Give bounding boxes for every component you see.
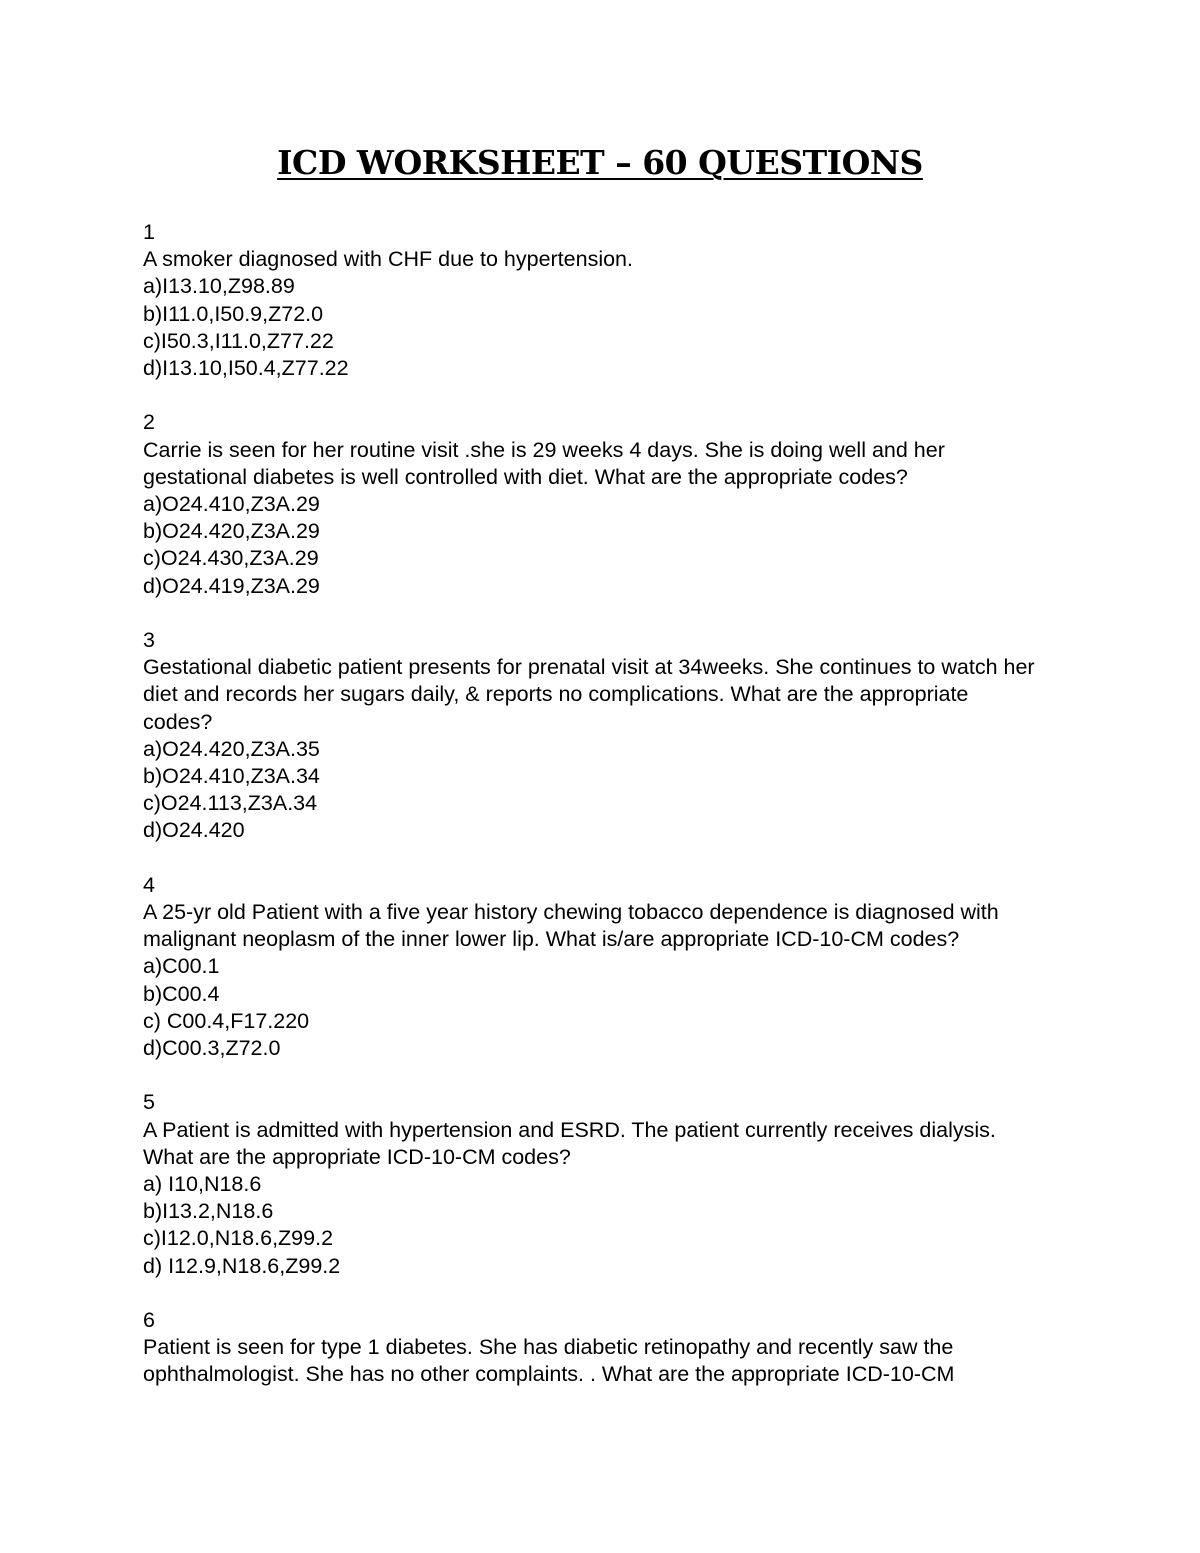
question-2: [143, 409, 1043, 599]
question-number: 1: [143, 220, 155, 244]
answer-option: c)I50.3,I11.0,Z77.22: [143, 328, 334, 353]
answer-option: a)C00.1: [143, 954, 220, 979]
answer-option: c)O24.430,Z3A.29: [143, 546, 319, 571]
question-6: [143, 1307, 1043, 1389]
answer-option: a)I13.10,Z98.89: [143, 274, 295, 299]
answer-option: b)I13.2,N18.6: [143, 1199, 274, 1224]
answer-option: c)O24.113,Z3A.34: [143, 791, 318, 816]
question-number: 6: [143, 1308, 155, 1333]
worksheet-title: ICD WORKSHEET – 60 QUESTIONS: [277, 143, 923, 182]
question-text: A Patient is admitted with hypertension and ESRD. The patient currently receives dialysis. What are the appropriate ICD-10-CM codes?: [143, 1117, 1002, 1169]
question-list: [143, 219, 1043, 1416]
question-text: Patient is seen for type 1 diabetes. She has diabetic retinopathy and recently saw the ophthalmologist. She has no other complaints. . What are the appropriate ICD-10-CM: [143, 1335, 960, 1387]
question-text: A 25-yr old Patient with a five year history chewing tobacco dependence is diagnosed with malignant neoplasm of the inner lower lip. What is/are appropriate ICD-10-CM codes?: [143, 900, 1005, 952]
answer-option: c) C00.4,F17.220: [143, 1008, 310, 1033]
question-number: 2: [143, 410, 155, 435]
answer-option: c)I12.0,N18.6,Z99.2: [143, 1226, 334, 1251]
question-number: 3: [143, 628, 155, 653]
answer-option: d)I13.10,I50.4,Z77.22: [143, 356, 349, 381]
answer-option: a)O24.420,Z3A.35: [143, 736, 320, 761]
answer-option: d) I12.9,N18.6,Z99.2: [143, 1253, 341, 1278]
answer-option: d)C00.3,Z72.0: [143, 1036, 281, 1061]
answer-option: d)O24.419,Z3A.29: [143, 573, 320, 598]
question-text: Carrie is seen for her routine visit .she is 29 weeks 4 days. She is doing well and her gestational diabetes is well controlled with diet. What are the appropriate codes?: [143, 437, 951, 489]
answer-option: b)C00.4: [143, 981, 220, 1006]
question-text: A smoker diagnosed with CHF due to hypertension.: [143, 247, 633, 272]
answer-option: a) I10,N18.6: [143, 1172, 262, 1197]
question-4: [143, 872, 1043, 1062]
answer-option: a)O24.410,Z3A.29: [143, 492, 320, 517]
question-number: 5: [143, 1090, 155, 1115]
answer-option: b)I11.0,I50.9,Z72.0: [143, 301, 324, 326]
answer-option: b)O24.410,Z3A.34: [143, 764, 320, 789]
question-text: Gestational diabetic patient presents for prenatal visit at 34weeks. She continues to watch her diet and records her sugars daily, & reports no complications. What are the appropriate codes?: [143, 655, 1041, 734]
question-3: [143, 627, 1043, 845]
question-5: [143, 1089, 1043, 1279]
question-1: [143, 219, 1043, 382]
question-number: 4: [143, 872, 155, 897]
answer-option: d)O24.420: [143, 818, 245, 843]
answer-option: b)O24.420,Z3A.29: [143, 519, 320, 544]
